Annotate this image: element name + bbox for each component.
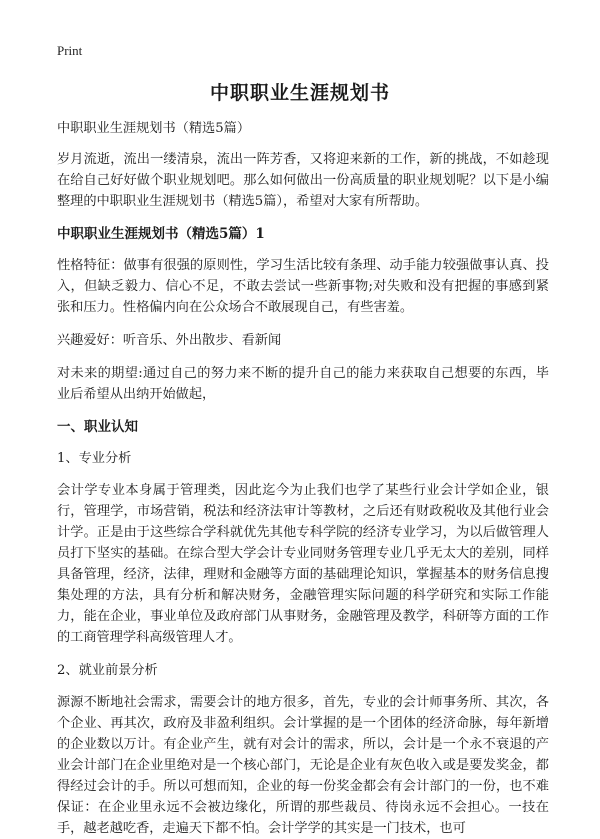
page-title: 中职职业生涯规划书 <box>209 82 390 104</box>
employment-outlook-paragraph: 源源不断地社会需求，需要会计的地方很多，首先，专业的会计师事务所、其次，各个企业、再其次，政府及非盈利组织。会计掌握的是一个团体的经济命脉，每年新增的企业数以万计。有企业产生，就有对会计的需求，所以，会计是一个永不衰退的产业会计部门在企业里绝对是一个核心部门，无论是企业有灰色收入或是要发奖金，都得经过会计的手。所以可想而知，企业的每一份奖金都会有会计部门的一份，也不难保证：在企业里永远不会被边缘化，所谓的那些裁员、待岗永远不会担心。一技在手，越老越吃香，走遍天下都不怕。会计学学的其实是一门技术，也可 <box>57 695 549 836</box>
major-analysis-paragraph: 会计学专业本身属于管理类，因此迄今为止我们也学了某些行业会计学如企业，银行，管理学，市场营销，税法和经济法审计等教材，之后还有财政税收及其他行业会计学。正是由于这些综合学科就优先其他专科学院的经济专业学习，为以后做管理人员打下坚实的基础。在综合型大学会计专业同财务管理专业几乎无太大的差别，同样具备管理，经济，法律，理财和金融等方面的基础理论知识，掌握基本的财务信息搜集处理的方法，具有分析和解决财务，金融管理实际问题的科学研究和实际工作能力，能在企业，事业单位及政府部门从事财务，金融管理及教学，科研等方面的工作的工商管理学科高级管理人才。 <box>57 483 549 645</box>
subheading-major-analysis: 1、专业分析 <box>57 451 132 466</box>
section-heading: 中职职业生涯规划书（精选5篇）1 <box>57 226 265 242</box>
document-subtitle: 中职职业生涯规划书（精选5篇） <box>57 121 251 136</box>
hobbies-paragraph: 兴趣爱好：听音乐、外出散步、看新闻 <box>57 333 282 348</box>
print-link[interactable]: Print <box>57 43 83 58</box>
intro-paragraph: 岁月流逝，流出一缕清泉，流出一阵芳香，又将迎来新的工作，新的挑战，不如趁现在给自己好好做个职业规划吧。那么如何做出一份高质量的职业规划呢？以下是小编整理的中职职业生涯规划书（精选5篇），希望对大家有所帮助。 <box>57 152 549 209</box>
document-body <box>57 118 549 839</box>
part-heading-career-awareness: 一、职业认知 <box>57 419 138 435</box>
expectations-paragraph: 对未来的期望:通过自己的努力来不断的提升自己的能力来获取自己想要的东西，毕业后希望从出纳开始做起， <box>57 366 549 402</box>
subheading-employment-outlook: 2、就业前景分析 <box>57 663 158 678</box>
personality-paragraph: 性格特征：做事有很强的原则性，学习生活比较有条理、动手能力较强做事认真、投入，但缺乏毅力、信心不足，不敢去尝试一些新事物;对失败和没有把握的事感到紧张和压力。性格偏内向在公众场合不敢展现自己，有些害羞。 <box>57 258 549 315</box>
